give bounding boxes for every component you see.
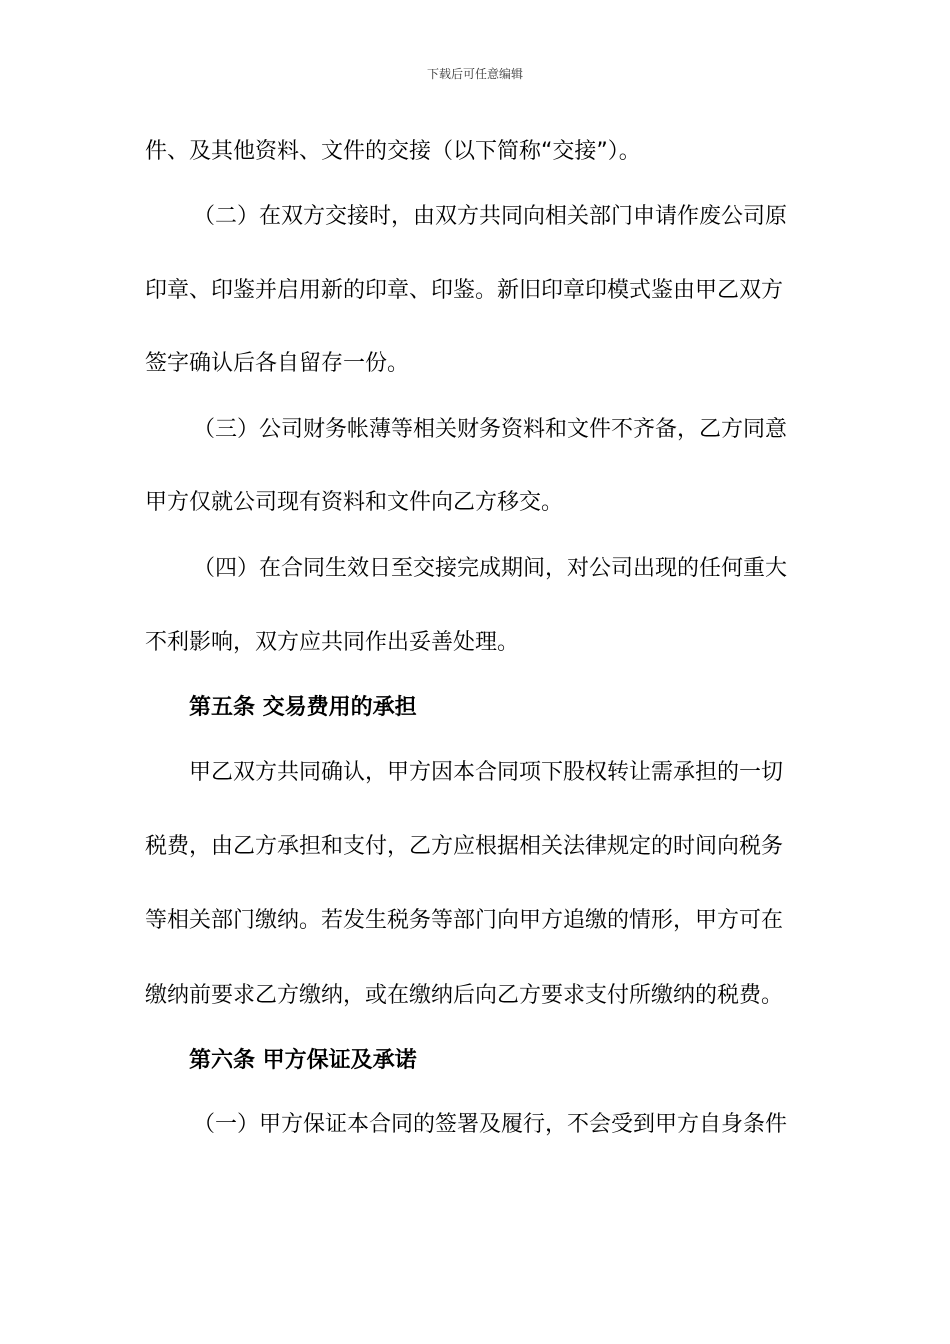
paragraph-line: （二）在双方交接时，由双方共同向相关部门申请作废公司原	[193, 204, 788, 229]
paragraph-line: 等相关部门缴纳。若发生税务等部门向甲方追缴的情形，甲方可在	[145, 908, 784, 933]
section-heading: 第六条 甲方保证及承诺	[189, 1048, 417, 1073]
paragraph-line: 件、及其他资料、文件的交接（以下简称“交接”）。	[145, 139, 641, 164]
paragraph-line: 甲乙双方共同确认，甲方因本合同项下股权转让需承担的一切	[189, 760, 784, 785]
paragraph-line: 缴纳前要求乙方缴纳，或在缴纳后向乙方要求支付所缴纳的税费。	[145, 983, 784, 1008]
paragraph-line: 印章、印鉴并启用新的印章、印鉴。新旧印章印模式鉴由甲乙双方	[145, 278, 784, 303]
paragraph-line: （三）公司财务帐薄等相关财务资料和文件不齐备，乙方同意	[193, 417, 788, 442]
paragraph-line: 税费，由乙方承担和支付，乙方应根据相关法律规定的时间向税务	[145, 834, 784, 859]
paragraph-line: 签字确认后各自留存一份。	[145, 351, 410, 376]
paragraph-line: 不利影响，双方应共同作出妥善处理。	[145, 630, 520, 655]
section-heading: 第五条 交易费用的承担	[189, 695, 417, 720]
page-header: 下载后可任意编辑	[426, 67, 523, 81]
paragraph-line: 甲方仅就公司现有资料和文件向乙方移交。	[145, 490, 564, 515]
paragraph-line: （四）在合同生效日至交接完成期间，对公司出现的任何重大	[193, 556, 788, 581]
paragraph-line: （一）甲方保证本合同的签署及履行，不会受到甲方自身条件	[193, 1112, 788, 1137]
